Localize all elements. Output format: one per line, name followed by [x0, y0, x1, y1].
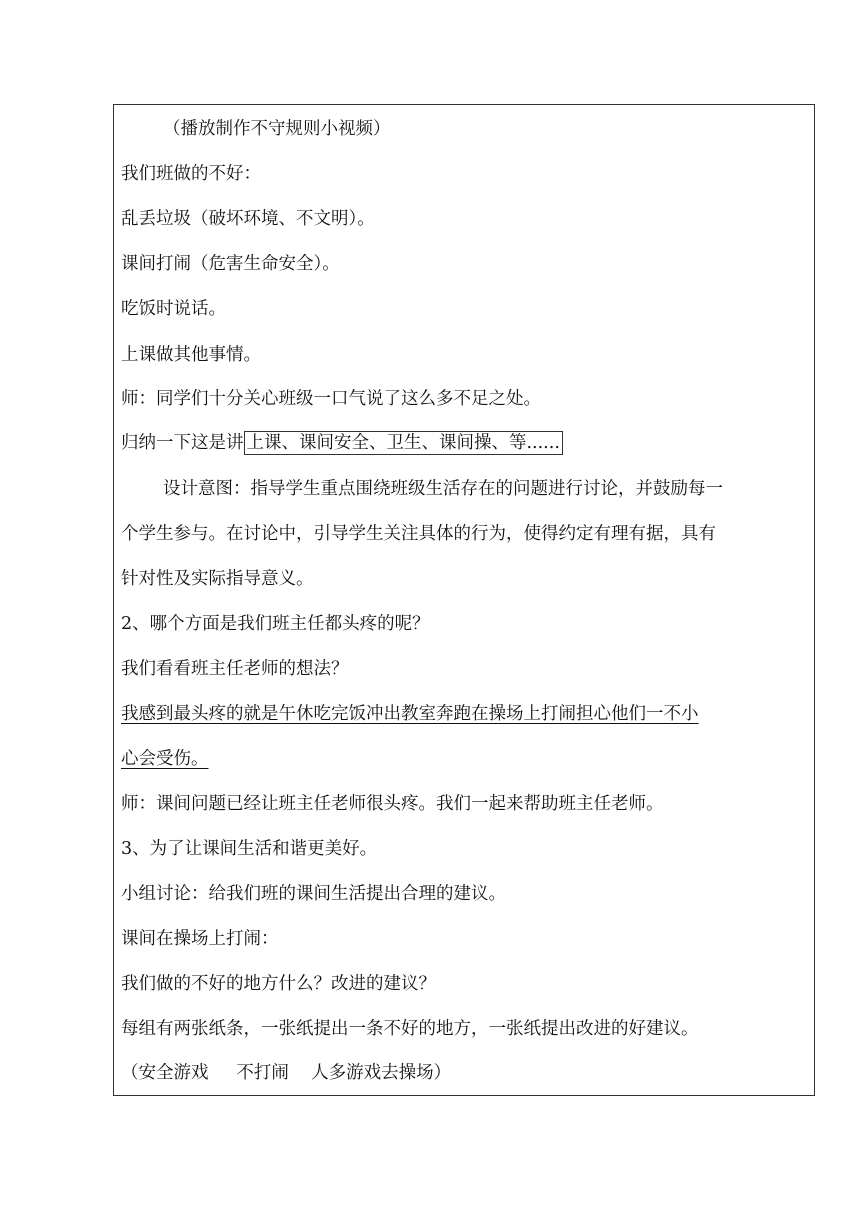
text-line: 吃饭时说话。 [121, 299, 226, 319]
underlined-quote: 心会受伤。 [121, 749, 209, 769]
summary-prefix: 归纳一下这是讲 [121, 433, 244, 453]
text-line: （安全游戏 不打闹 人多游戏去操场） [121, 1063, 452, 1083]
text-line: 课间在操场上打闹： [121, 929, 279, 949]
text-line: 小组讨论：给我们班的课间生活提出合理的建议。 [121, 884, 506, 904]
text-line: 2、哪个方面是我们班主任都头疼的呢？ [121, 614, 430, 634]
text-line: 我们做的不好的地方什么？改进的建议？ [121, 974, 436, 994]
text-line: 乱丢垃圾（破坏环境、不文明）。 [121, 209, 375, 229]
summary-box: 上课、课间安全、卫生、课间操、等...... [244, 431, 563, 455]
text-line: 我们班做的不好： [121, 164, 261, 184]
text-line: 上课做其他事情。 [121, 345, 261, 365]
text-line: 个学生参与。在讨论中，引导学生关注具体的行为，使得约定有理有据，具有 [121, 524, 716, 544]
summary-line [121, 431, 563, 455]
text-line: 师：课间问题已经让班主任老师很头疼。我们一起来帮助班主任老师。 [121, 794, 664, 814]
text-line: 师：同学们十分关心班级一口气说了这么多不足之处。 [121, 389, 541, 409]
design-intent-line: 设计意图：指导学生重点围绕班级生活存在的问题进行讨论，并鼓励每一 [163, 479, 723, 499]
text-line: 针对性及实际指导意义。 [121, 569, 314, 589]
text-line: （播放制作不守规则小视频） [163, 119, 391, 139]
underlined-quote: 我感到最头疼的就是午休吃完饭冲出教室奔跑在操场上打闹担心他们一不小 [121, 704, 699, 724]
text-line: 每组有两张纸条，一张纸提出一条不好的地方，一张纸提出改进的好建议。 [121, 1019, 699, 1039]
text-line: 我们看看班主任老师的想法？ [121, 659, 349, 679]
text-line: 3、为了让课间生活和谐更美好。 [121, 839, 378, 859]
text-line: 课间打闹（危害生命安全）。 [121, 254, 340, 274]
